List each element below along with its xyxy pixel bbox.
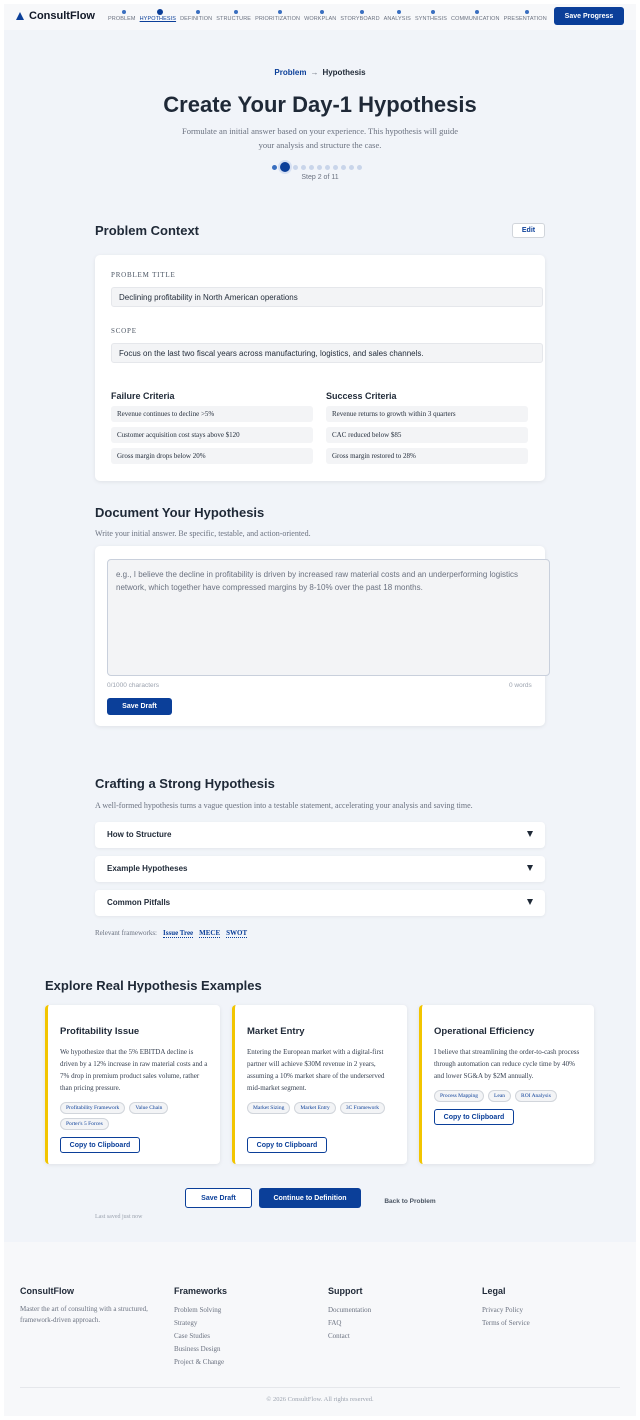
step-nav-label: COMMUNICATION [451, 16, 500, 22]
framework-tag: Profitability Framework [60, 1102, 125, 1114]
step-dot-icon [157, 9, 163, 15]
framework-link-issue-tree[interactable]: Issue Tree [163, 929, 194, 937]
footer-link[interactable]: Project & Change [174, 1358, 225, 1366]
character-count: 0/1000 characters [107, 682, 160, 689]
progress-dot [325, 165, 330, 170]
step-nav-item[interactable] [216, 10, 255, 22]
footer-brand-column [20, 1286, 160, 1326]
breadcrumb-current: Hypothesis [322, 68, 366, 77]
failure-criterion: Revenue continues to decline >5% [111, 406, 313, 422]
problem-title-field: Declining profitability in North American operations [111, 287, 543, 307]
page-title: Create Your Day-1 Hypothesis [163, 92, 477, 117]
footer-column-legal [482, 1286, 530, 1330]
step-nav [108, 10, 551, 22]
step-nav-label: ANALYSIS [383, 16, 411, 22]
accordion-label: Common Pitfalls [107, 898, 171, 907]
step-nav-label: SYNTHESIS [414, 16, 448, 22]
framework-tag: Market Entry [294, 1102, 335, 1114]
back-to-problem-button[interactable]: Back to Problem [374, 1192, 446, 1210]
example-card-title: Market Entry [247, 1026, 305, 1037]
step-nav-label: PRIORITIZATION [255, 16, 301, 22]
failure-criterion: Customer acquisition cost stays above $120 [111, 427, 313, 443]
breadcrumb [4, 68, 636, 77]
framework-tag: Process Mapping [434, 1090, 484, 1102]
step-nav-item[interactable] [140, 10, 180, 22]
framework-link-mece[interactable]: MECE [199, 929, 221, 937]
example-card-operational-efficiency [419, 1005, 594, 1164]
footer-link[interactable]: FAQ [328, 1319, 342, 1327]
page-subtitle: Formulate an initial answer based on your experience. This hypothesis will guide your analysis and structure the case. [181, 126, 459, 150]
framework-link-swot[interactable]: SWOT [226, 929, 248, 937]
footer-link[interactable]: Privacy Policy [482, 1306, 524, 1314]
hypothesis-textarea[interactable] [107, 559, 550, 676]
progress-dot [349, 165, 354, 170]
footer-brand: ConsultFlow [20, 1286, 74, 1296]
example-tags [434, 1090, 589, 1102]
progress-dot [309, 165, 314, 170]
step-nav-item[interactable] [451, 10, 504, 22]
hypothesis-description: Write your initial answer. Be specific, testable, and action-oriented. [95, 529, 311, 538]
example-card-profitability [45, 1005, 220, 1164]
brand[interactable] [16, 10, 95, 22]
framework-tag: Market Sizing [247, 1102, 290, 1114]
copyright: © 2026 ConsultFlow. All rights reserved. [266, 1396, 374, 1403]
progress-dot [280, 162, 290, 172]
chevron-down-icon [527, 831, 533, 837]
success-criterion: Revenue returns to growth within 3 quarters [326, 406, 528, 422]
guide-title: Crafting a Strong Hypothesis [95, 776, 275, 791]
step-nav-label: HYPOTHESIS [139, 16, 177, 22]
scope-label: SCOPE [111, 327, 137, 335]
example-card-title: Operational Efficiency [434, 1026, 535, 1037]
footer-link[interactable]: Business Design [174, 1345, 221, 1353]
accordion-how-to-structure[interactable] [95, 822, 545, 848]
edit-problem-button[interactable]: Edit [512, 223, 545, 238]
step-dot-icon [196, 10, 200, 14]
save-draft-button[interactable]: Save Draft [185, 1188, 252, 1208]
breadcrumb-problem-link[interactable]: Problem [274, 68, 307, 77]
example-card-text: We hypothesize that the 5% EBITDA decline is driven by a 12% increase in raw material costs and a 7% drop in premium product sales volume, rather than pricing pressure. [60, 1048, 208, 1092]
step-nav-item[interactable] [180, 10, 216, 22]
logo-triangle-icon [16, 12, 24, 20]
footer-link[interactable]: Contact [328, 1332, 350, 1340]
step-nav-item[interactable] [384, 10, 415, 22]
word-count: 0 words [509, 682, 532, 689]
accordion-label: How to Structure [107, 830, 172, 839]
step-nav-label: STRUCTURE [216, 16, 252, 22]
footer [4, 1242, 636, 1416]
failure-criterion: Gross margin drops below 20% [111, 448, 313, 464]
footer-column-frameworks [174, 1286, 227, 1369]
step-nav-item[interactable] [108, 10, 140, 22]
accordion-common-pitfalls[interactable] [95, 890, 545, 916]
guide-description: A well-formed hypothesis turns a vague question into a testable statement, accelerating your analysis and saving time. [95, 801, 473, 810]
framework-tag: Value Chain [129, 1102, 168, 1114]
step-counter: Step 2 of 11 [301, 174, 339, 181]
chevron-down-icon [527, 865, 533, 871]
step-dot-icon [397, 10, 401, 14]
last-saved-status: Last saved just now [95, 1214, 143, 1220]
failure-criteria-title: Failure Criteria [111, 391, 175, 401]
breadcrumb-separator: → [310, 68, 319, 77]
example-card-market-entry [232, 1005, 407, 1164]
hypothesis-section-title: Document Your Hypothesis [95, 505, 265, 520]
accordion-label: Example Hypotheses [107, 864, 188, 873]
example-card-text: Entering the European market with a digital-first partner will achieve $30M revenue in 2 years, assuming a 10% market share of the underserved mid-market segment. [247, 1048, 385, 1092]
save-draft-hypothesis-button[interactable]: Save Draft [107, 698, 172, 715]
progress-dot [272, 165, 277, 170]
page [4, 4, 636, 1416]
footer-link[interactable]: Terms of Service [482, 1319, 530, 1327]
footer-column-title: Legal [482, 1286, 506, 1296]
top-header [4, 4, 636, 30]
example-tags [60, 1102, 215, 1130]
step-dot-icon [525, 10, 529, 14]
save-progress-button[interactable]: Save Progress [554, 7, 624, 25]
progress-dot [317, 165, 322, 170]
example-card-text: I believe that streamlining the order-to-cash process through automation can reduce cycle time by 40% and lower SG&A by $2M annually. [434, 1048, 580, 1080]
step-dot-icon [122, 10, 126, 14]
framework-tag: ROI Analysis [515, 1090, 557, 1102]
step-nav-label: STORYBOARD [340, 16, 380, 22]
progress-dot [333, 165, 338, 170]
brand-name: ConsultFlow [29, 10, 95, 22]
success-criteria-title: Success Criteria [326, 391, 397, 401]
step-dot-icon [360, 10, 364, 14]
problem-context-card [95, 255, 545, 481]
progress-dot [293, 165, 298, 170]
problem-context-title: Problem Context [95, 223, 200, 238]
step-dot-icon [475, 10, 479, 14]
copy-to-clipboard-button[interactable]: Copy to Clipboard [247, 1137, 327, 1153]
progress-dot [341, 165, 346, 170]
progress-dot [301, 165, 306, 170]
step-dot-icon [234, 10, 238, 14]
examples-title: Explore Real Hypothesis Examples [45, 978, 262, 993]
footer-tagline: Master the art of consulting with a structured, framework-driven approach. [20, 1305, 148, 1324]
step-nav-item[interactable] [255, 10, 304, 22]
footer-column-title: Support [328, 1286, 363, 1296]
scope-field: Focus on the last two fiscal years across manufacturing, logistics, and sales channels. [111, 343, 543, 363]
footer-link[interactable]: Problem Solving [174, 1306, 222, 1314]
step-nav-label: WORKPLAN [304, 16, 337, 22]
step-nav-item[interactable] [415, 10, 451, 22]
copy-to-clipboard-button[interactable]: Copy to Clipboard [60, 1137, 140, 1153]
copy-to-clipboard-button[interactable]: Copy to Clipboard [434, 1109, 514, 1125]
footer-divider [20, 1387, 620, 1388]
chevron-down-icon [527, 899, 533, 905]
framework-tag: Lean [488, 1090, 511, 1102]
step-dot-icon [320, 10, 324, 14]
footer-link[interactable]: Documentation [328, 1306, 372, 1314]
step-dot-icon [278, 10, 282, 14]
step-nav-item[interactable] [304, 10, 340, 22]
progress-dot [357, 165, 362, 170]
step-nav-label: PRESENTATION [503, 16, 547, 22]
success-criterion: Gross margin restored to 28% [326, 448, 528, 464]
step-progress-dots [272, 162, 362, 172]
framework-tag: 3C Framework [340, 1102, 385, 1114]
framework-tag: Porter's 5 Forces [60, 1118, 109, 1130]
frameworks-label: Relevant frameworks: [95, 929, 158, 937]
footer-link[interactable]: Case Studies [174, 1332, 210, 1340]
relevant-frameworks [95, 929, 247, 938]
example-card-title: Profitability Issue [60, 1026, 140, 1037]
accordion-example-hypotheses[interactable] [95, 856, 545, 882]
example-tags [247, 1102, 402, 1114]
step-nav-item[interactable] [504, 10, 551, 22]
continue-to-definition-button[interactable]: Continue to Definition [259, 1188, 361, 1208]
success-criterion: CAC reduced below $85 [326, 427, 528, 443]
footer-column-support [328, 1286, 371, 1343]
step-nav-item[interactable] [340, 10, 383, 22]
footer-column-title: Frameworks [174, 1286, 228, 1296]
footer-link[interactable]: Strategy [174, 1319, 198, 1327]
step-nav-label: DEFINITION [180, 16, 213, 22]
step-nav-label: PROBLEM [108, 16, 136, 22]
step-dot-icon [431, 10, 435, 14]
problem-title-label: PROBLEM TITLE [111, 271, 176, 279]
